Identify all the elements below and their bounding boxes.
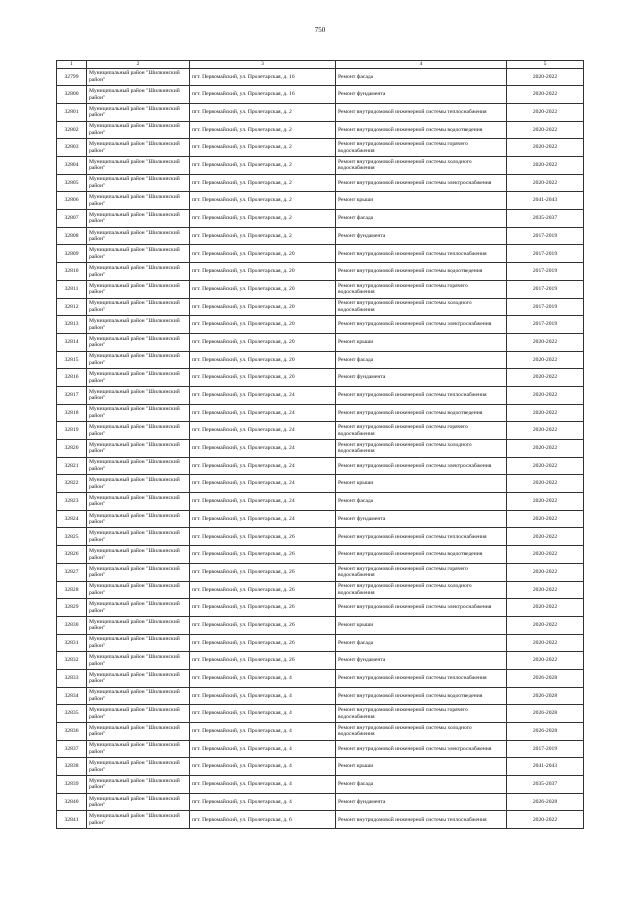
period-cell: 2020-2022 [507, 457, 584, 475]
municipality-cell: Муниципальный район "Шилкинский район" [87, 510, 190, 528]
address-cell: пгт. Первомайский, ул. Пролетарская, д. 4 [190, 776, 336, 794]
work-type-cell: Ремонт фундамента [336, 86, 507, 104]
work-type-cell: Ремонт внутридомовой инженерной системы электроснабжения [336, 174, 507, 192]
table-row [57, 103, 584, 121]
period-cell: 2026-2028 [507, 793, 584, 811]
row-number: 32820 [57, 440, 87, 458]
header-row [57, 61, 584, 69]
work-type-cell: Ремонт фасада [336, 210, 507, 228]
municipality-cell: Муниципальный район "Шилкинский район" [87, 457, 190, 475]
work-type-cell: Ремонт внутридомовой инженерной системы горячего водоснабжения [336, 422, 507, 440]
table-row [57, 616, 584, 634]
table-row [57, 493, 584, 511]
address-cell: пгт. Первомайский, ул. Пролетарская, д. 2 [190, 192, 336, 210]
row-number: 32832 [57, 652, 87, 670]
address-cell: пгт. Первомайский, ул. Пролетарская, д. 2 [190, 210, 336, 228]
period-cell: 2020-2022 [507, 139, 584, 157]
municipality-cell: Муниципальный район "Шилкинский район" [87, 581, 190, 599]
table-row [57, 68, 584, 86]
table-row [57, 298, 584, 316]
period-cell: 2035-2037 [507, 210, 584, 228]
municipality-cell: Муниципальный район "Шилкинский район" [87, 546, 190, 564]
municipality-cell: Муниципальный район "Шилкинский район" [87, 369, 190, 387]
work-type-cell: Ремонт фасада [336, 634, 507, 652]
period-cell: 2017-2019 [507, 316, 584, 334]
municipality-cell: Муниципальный район "Шилкинский район" [87, 333, 190, 351]
work-type-cell: Ремонт фундамента [336, 227, 507, 245]
address-cell: пгт. Первомайский, ул. Пролетарская, д. 2 [190, 121, 336, 139]
municipality-cell: Муниципальный район "Шилкинский район" [87, 351, 190, 369]
period-cell: 2020-2022 [507, 86, 584, 104]
row-number: 32826 [57, 546, 87, 564]
municipality-cell: Муниципальный район "Шилкинский район" [87, 422, 190, 440]
address-cell: пгт. Первомайский, ул. Пролетарская, д. 2 [190, 103, 336, 121]
row-number: 32822 [57, 475, 87, 493]
work-type-cell: Ремонт внутридомовой инженерной системы горячего водоснабжения [336, 280, 507, 298]
row-number: 32799 [57, 68, 87, 86]
address-cell: пгт. Первомайский, ул. Пролетарская, д. 4 [190, 687, 336, 705]
municipality-cell: Муниципальный район "Шилкинский район" [87, 386, 190, 404]
period-cell: 2020-2022 [507, 510, 584, 528]
work-type-cell: Ремонт внутридомовой инженерной системы водоотведения [336, 263, 507, 281]
table-row [57, 705, 584, 723]
table-row [57, 157, 584, 175]
table-row [57, 723, 584, 741]
municipality-cell: Муниципальный район "Шилкинский район" [87, 705, 190, 723]
period-cell: 2020-2022 [507, 599, 584, 617]
period-cell: 2020-2022 [507, 528, 584, 546]
page-number: 750 [314, 26, 326, 34]
address-cell: пгт. Первомайский, ул. Пролетарская, д. 24 [190, 404, 336, 422]
row-number: 32835 [57, 705, 87, 723]
table-row [57, 776, 584, 794]
table-body [57, 68, 584, 829]
work-type-cell: Ремонт внутридомовой инженерной системы электроснабжения [336, 457, 507, 475]
row-number: 32801 [57, 103, 87, 121]
period-cell: 2041-2043 [507, 758, 584, 776]
table-row [57, 210, 584, 228]
period-cell: 2020-2022 [507, 369, 584, 387]
table-row [57, 86, 584, 104]
work-type-cell: Ремонт внутридомовой инженерной системы электроснабжения [336, 316, 507, 334]
table-row [57, 280, 584, 298]
table-row [57, 263, 584, 281]
period-cell: 2035-2037 [507, 776, 584, 794]
table-row [57, 687, 584, 705]
table-row [57, 351, 584, 369]
row-number: 32800 [57, 86, 87, 104]
municipality-cell: Муниципальный район "Шилкинский район" [87, 86, 190, 104]
municipality-cell: Муниципальный район "Шилкинский район" [87, 121, 190, 139]
work-type-cell: Ремонт внутридомовой инженерной системы водоотведения [336, 687, 507, 705]
work-type-cell: Ремонт внутридомовой инженерной системы теплоснабжения [336, 386, 507, 404]
table-row [57, 793, 584, 811]
work-type-cell: Ремонт крыши [336, 475, 507, 493]
table-header [57, 61, 584, 69]
work-type-cell: Ремонт внутридомовой инженерной системы водоотведения [336, 546, 507, 564]
work-type-cell: Ремонт внутридомовой инженерной системы холодного водоснабжения [336, 157, 507, 175]
row-number: 32807 [57, 210, 87, 228]
address-cell: пгт. Первомайский, ул. Пролетарская, д. 26 [190, 652, 336, 670]
work-type-cell: Ремонт внутридомовой инженерной системы холодного водоснабжения [336, 723, 507, 741]
table-row [57, 369, 584, 387]
row-number: 32824 [57, 510, 87, 528]
work-type-cell: Ремонт внутридомовой инженерной системы горячего водоснабжения [336, 563, 507, 581]
row-number: 32823 [57, 493, 87, 511]
address-cell: пгт. Первомайский, ул. Пролетарская, д. 26 [190, 528, 336, 546]
period-cell: 2020-2022 [507, 68, 584, 86]
period-cell: 2020-2022 [507, 174, 584, 192]
register-table [56, 60, 584, 829]
address-cell: пгт. Первомайский, ул. Пролетарская, д. 20 [190, 280, 336, 298]
period-cell: 2020-2022 [507, 351, 584, 369]
period-cell: 2017-2019 [507, 740, 584, 758]
work-type-cell: Ремонт фундамента [336, 793, 507, 811]
municipality-cell: Муниципальный район "Шилкинский район" [87, 793, 190, 811]
period-cell: 2020-2022 [507, 811, 584, 829]
row-number: 32829 [57, 599, 87, 617]
row-number: 32811 [57, 280, 87, 298]
row-number: 32834 [57, 687, 87, 705]
table-row [57, 740, 584, 758]
address-cell: пгт. Первомайский, ул. Пролетарская, д. 6 [190, 811, 336, 829]
work-type-cell: Ремонт фасада [336, 493, 507, 511]
period-cell: 2026-2028 [507, 705, 584, 723]
work-type-cell: Ремонт внутридомовой инженерной системы теплоснабжения [336, 811, 507, 829]
municipality-cell: Муниципальный район "Шилкинский район" [87, 687, 190, 705]
period-cell: 2017-2019 [507, 245, 584, 263]
row-number: 32819 [57, 422, 87, 440]
row-number: 32816 [57, 369, 87, 387]
work-type-cell: Ремонт фундамента [336, 369, 507, 387]
column-header-3: 3 [190, 61, 336, 69]
period-cell: 2020-2022 [507, 652, 584, 670]
row-number: 32828 [57, 581, 87, 599]
period-cell: 2020-2022 [507, 616, 584, 634]
period-cell: 2020-2022 [507, 333, 584, 351]
row-number: 32833 [57, 669, 87, 687]
address-cell: пгт. Первомайский, ул. Пролетарская, д. 24 [190, 510, 336, 528]
municipality-cell: Муниципальный район "Шилкинский район" [87, 245, 190, 263]
table-row [57, 440, 584, 458]
municipality-cell: Муниципальный район "Шилкинский район" [87, 316, 190, 334]
municipality-cell: Муниципальный район "Шилкинский район" [87, 263, 190, 281]
period-cell: 2020-2022 [507, 493, 584, 511]
row-number: 32809 [57, 245, 87, 263]
table-row [57, 528, 584, 546]
address-cell: пгт. Первомайский, ул. Пролетарская, д. 2 [190, 174, 336, 192]
table-row [57, 546, 584, 564]
row-number: 32840 [57, 793, 87, 811]
address-cell: пгт. Первомайский, ул. Пролетарская, д. 20 [190, 316, 336, 334]
municipality-cell: Муниципальный район "Шилкинский район" [87, 776, 190, 794]
period-cell: 2017-2019 [507, 263, 584, 281]
work-type-cell: Ремонт внутридомовой инженерной системы холодного водоснабжения [336, 440, 507, 458]
work-type-cell: Ремонт крыши [336, 758, 507, 776]
row-number: 32818 [57, 404, 87, 422]
work-type-cell: Ремонт внутридомовой инженерной системы теплоснабжения [336, 103, 507, 121]
work-type-cell: Ремонт внутридомовой инженерной системы теплоснабжения [336, 245, 507, 263]
period-cell: 2020-2022 [507, 475, 584, 493]
municipality-cell: Муниципальный район "Шилкинский район" [87, 192, 190, 210]
period-cell: 2020-2022 [507, 634, 584, 652]
row-number: 32815 [57, 351, 87, 369]
row-number: 32810 [57, 263, 87, 281]
municipality-cell: Муниципальный район "Шилкинский район" [87, 157, 190, 175]
work-type-cell: Ремонт внутридомовой инженерной системы водоотведения [336, 121, 507, 139]
work-type-cell: Ремонт фасада [336, 351, 507, 369]
row-number: 32814 [57, 333, 87, 351]
row-number: 32813 [57, 316, 87, 334]
table-row [57, 121, 584, 139]
address-cell: пгт. Первомайский, ул. Пролетарская, д. 24 [190, 386, 336, 404]
period-cell: 2020-2022 [507, 440, 584, 458]
work-type-cell: Ремонт внутридомовой инженерной системы водоотведения [336, 404, 507, 422]
address-cell: пгт. Первомайский, ул. Пролетарская, д. 20 [190, 369, 336, 387]
period-cell: 2020-2022 [507, 386, 584, 404]
address-cell: пгт. Первомайский, ул. Пролетарская, д. 26 [190, 634, 336, 652]
column-header-2: 2 [87, 61, 190, 69]
period-cell: 2017-2019 [507, 280, 584, 298]
period-cell: 2041-2043 [507, 192, 584, 210]
municipality-cell: Муниципальный район "Шилкинский район" [87, 475, 190, 493]
municipality-cell: Муниципальный район "Шилкинский район" [87, 740, 190, 758]
table-row [57, 581, 584, 599]
table-row [57, 139, 584, 157]
address-cell: пгт. Первомайский, ул. Пролетарская, д. 26 [190, 616, 336, 634]
municipality-cell: Муниципальный район "Шилкинский район" [87, 652, 190, 670]
period-cell: 2020-2022 [507, 546, 584, 564]
column-header-5: 5 [507, 61, 584, 69]
row-number: 32803 [57, 139, 87, 157]
row-number: 32804 [57, 157, 87, 175]
address-cell: пгт. Первомайский, ул. Пролетарская, д. 24 [190, 457, 336, 475]
row-number: 32838 [57, 758, 87, 776]
address-cell: пгт. Первомайский, ул. Пролетарская, д. 4 [190, 793, 336, 811]
period-cell: 2017-2019 [507, 298, 584, 316]
work-type-cell: Ремонт фасада [336, 776, 507, 794]
period-cell: 2026-2028 [507, 723, 584, 741]
table-row [57, 386, 584, 404]
table-row [57, 227, 584, 245]
row-number: 32841 [57, 811, 87, 829]
row-number: 32805 [57, 174, 87, 192]
row-number: 32837 [57, 740, 87, 758]
address-cell: пгт. Первомайский, ул. Пролетарская, д. 24 [190, 475, 336, 493]
table-row [57, 475, 584, 493]
row-number: 32830 [57, 616, 87, 634]
row-number: 32836 [57, 723, 87, 741]
address-cell: пгт. Первомайский, ул. Пролетарская, д. 2 [190, 157, 336, 175]
table-row [57, 404, 584, 422]
work-type-cell: Ремонт внутридомовой инженерной системы холодного водоснабжения [336, 298, 507, 316]
work-type-cell: Ремонт внутридомовой инженерной системы теплоснабжения [336, 528, 507, 546]
row-number: 32817 [57, 386, 87, 404]
table-row [57, 192, 584, 210]
municipality-cell: Муниципальный район "Шилкинский район" [87, 758, 190, 776]
work-type-cell: Ремонт фундамента [336, 652, 507, 670]
address-cell: пгт. Первомайский, ул. Пролетарская, д. 4 [190, 723, 336, 741]
municipality-cell: Муниципальный район "Шилкинский район" [87, 616, 190, 634]
period-cell: 2017-2019 [507, 227, 584, 245]
row-number: 32806 [57, 192, 87, 210]
address-cell: пгт. Первомайский, ул. Пролетарская, д. 20 [190, 245, 336, 263]
table-row [57, 422, 584, 440]
municipality-cell: Муниципальный район "Шилкинский район" [87, 210, 190, 228]
municipality-cell: Муниципальный район "Шилкинский район" [87, 440, 190, 458]
address-cell: пгт. Первомайский, ул. Пролетарская, д. 16 [190, 86, 336, 104]
period-cell: 2020-2022 [507, 422, 584, 440]
table-row [57, 811, 584, 829]
address-cell: пгт. Первомайский, ул. Пролетарская, д. 20 [190, 263, 336, 281]
row-number: 32839 [57, 776, 87, 794]
address-cell: пгт. Первомайский, ул. Пролетарская, д. 16 [190, 68, 336, 86]
table-row [57, 316, 584, 334]
address-cell: пгт. Первомайский, ул. Пролетарская, д. 4 [190, 740, 336, 758]
municipality-cell: Муниципальный район "Шилкинский район" [87, 634, 190, 652]
municipality-cell: Муниципальный район "Шилкинский район" [87, 599, 190, 617]
municipality-cell: Муниципальный район "Шилкинский район" [87, 811, 190, 829]
table-row [57, 652, 584, 670]
municipality-cell: Муниципальный район "Шилкинский район" [87, 139, 190, 157]
address-cell: пгт. Первомайский, ул. Пролетарская, д. 4 [190, 669, 336, 687]
work-type-cell: Ремонт фасада [336, 68, 507, 86]
address-cell: пгт. Первомайский, ул. Пролетарская, д. 26 [190, 563, 336, 581]
period-cell: 2020-2022 [507, 103, 584, 121]
table-row [57, 457, 584, 475]
address-cell: пгт. Первомайский, ул. Пролетарская, д. 26 [190, 581, 336, 599]
address-cell: пгт. Первомайский, ул. Пролетарская, д. 26 [190, 546, 336, 564]
work-type-cell: Ремонт внутридомовой инженерной системы холодного водоснабжения [336, 581, 507, 599]
period-cell: 2020-2022 [507, 157, 584, 175]
work-type-cell: Ремонт фундамента [336, 510, 507, 528]
address-cell: пгт. Первомайский, ул. Пролетарская, д. 26 [190, 599, 336, 617]
municipality-cell: Муниципальный район "Шилкинский район" [87, 669, 190, 687]
table-row [57, 510, 584, 528]
table-row [57, 599, 584, 617]
table-row [57, 245, 584, 263]
address-cell: пгт. Первомайский, ул. Пролетарская, д. 20 [190, 351, 336, 369]
address-cell: пгт. Первомайский, ул. Пролетарская, д. 4 [190, 758, 336, 776]
municipality-cell: Муниципальный район "Шилкинский район" [87, 528, 190, 546]
row-number: 32812 [57, 298, 87, 316]
work-type-cell: Ремонт крыши [336, 192, 507, 210]
work-type-cell: Ремонт внутридомовой инженерной системы горячего водоснабжения [336, 705, 507, 723]
row-number: 32808 [57, 227, 87, 245]
table-row [57, 333, 584, 351]
column-header-4: 4 [336, 61, 507, 69]
address-cell: пгт. Первомайский, ул. Пролетарская, д. 4 [190, 705, 336, 723]
row-number: 32827 [57, 563, 87, 581]
municipality-cell: Муниципальный район "Шилкинский район" [87, 298, 190, 316]
table-row [57, 758, 584, 776]
address-cell: пгт. Первомайский, ул. Пролетарская, д. 20 [190, 298, 336, 316]
period-cell: 2020-2022 [507, 121, 584, 139]
work-type-cell: Ремонт крыши [336, 616, 507, 634]
municipality-cell: Муниципальный район "Шилкинский район" [87, 68, 190, 86]
period-cell: 2026-2028 [507, 669, 584, 687]
row-number: 32831 [57, 634, 87, 652]
municipality-cell: Муниципальный район "Шилкинский район" [87, 103, 190, 121]
column-header-1: 1 [57, 61, 87, 69]
municipality-cell: Муниципальный район "Шилкинский район" [87, 174, 190, 192]
table-row [57, 634, 584, 652]
row-number: 32821 [57, 457, 87, 475]
table-row [57, 174, 584, 192]
row-number: 32825 [57, 528, 87, 546]
work-type-cell: Ремонт внутридомовой инженерной системы электроснабжения [336, 740, 507, 758]
address-cell: пгт. Первомайский, ул. Пролетарская, д. 24 [190, 493, 336, 511]
work-type-cell: Ремонт внутридомовой инженерной системы теплоснабжения [336, 669, 507, 687]
table-row [57, 563, 584, 581]
municipality-cell: Муниципальный район "Шилкинский район" [87, 227, 190, 245]
address-cell: пгт. Первомайский, ул. Пролетарская, д. 24 [190, 422, 336, 440]
address-cell: пгт. Первомайский, ул. Пролетарская, д. 20 [190, 333, 336, 351]
municipality-cell: Муниципальный район "Шилкинский район" [87, 280, 190, 298]
address-cell: пгт. Первомайский, ул. Пролетарская, д. 2 [190, 139, 336, 157]
work-type-cell: Ремонт внутридомовой инженерной системы горячего водоснабжения [336, 139, 507, 157]
address-cell: пгт. Первомайский, ул. Пролетарская, д. 24 [190, 440, 336, 458]
municipality-cell: Муниципальный район "Шилкинский район" [87, 404, 190, 422]
period-cell: 2020-2022 [507, 404, 584, 422]
row-number: 32802 [57, 121, 87, 139]
municipality-cell: Муниципальный район "Шилкинский район" [87, 723, 190, 741]
work-type-cell: Ремонт крыши [336, 333, 507, 351]
municipality-cell: Муниципальный район "Шилкинский район" [87, 493, 190, 511]
work-type-cell: Ремонт внутридомовой инженерной системы электроснабжения [336, 599, 507, 617]
period-cell: 2020-2022 [507, 563, 584, 581]
municipality-cell: Муниципальный район "Шилкинский район" [87, 563, 190, 581]
period-cell: 2020-2022 [507, 581, 584, 599]
period-cell: 2026-2028 [507, 687, 584, 705]
table-row [57, 669, 584, 687]
address-cell: пгт. Первомайский, ул. Пролетарская, д. 2 [190, 227, 336, 245]
